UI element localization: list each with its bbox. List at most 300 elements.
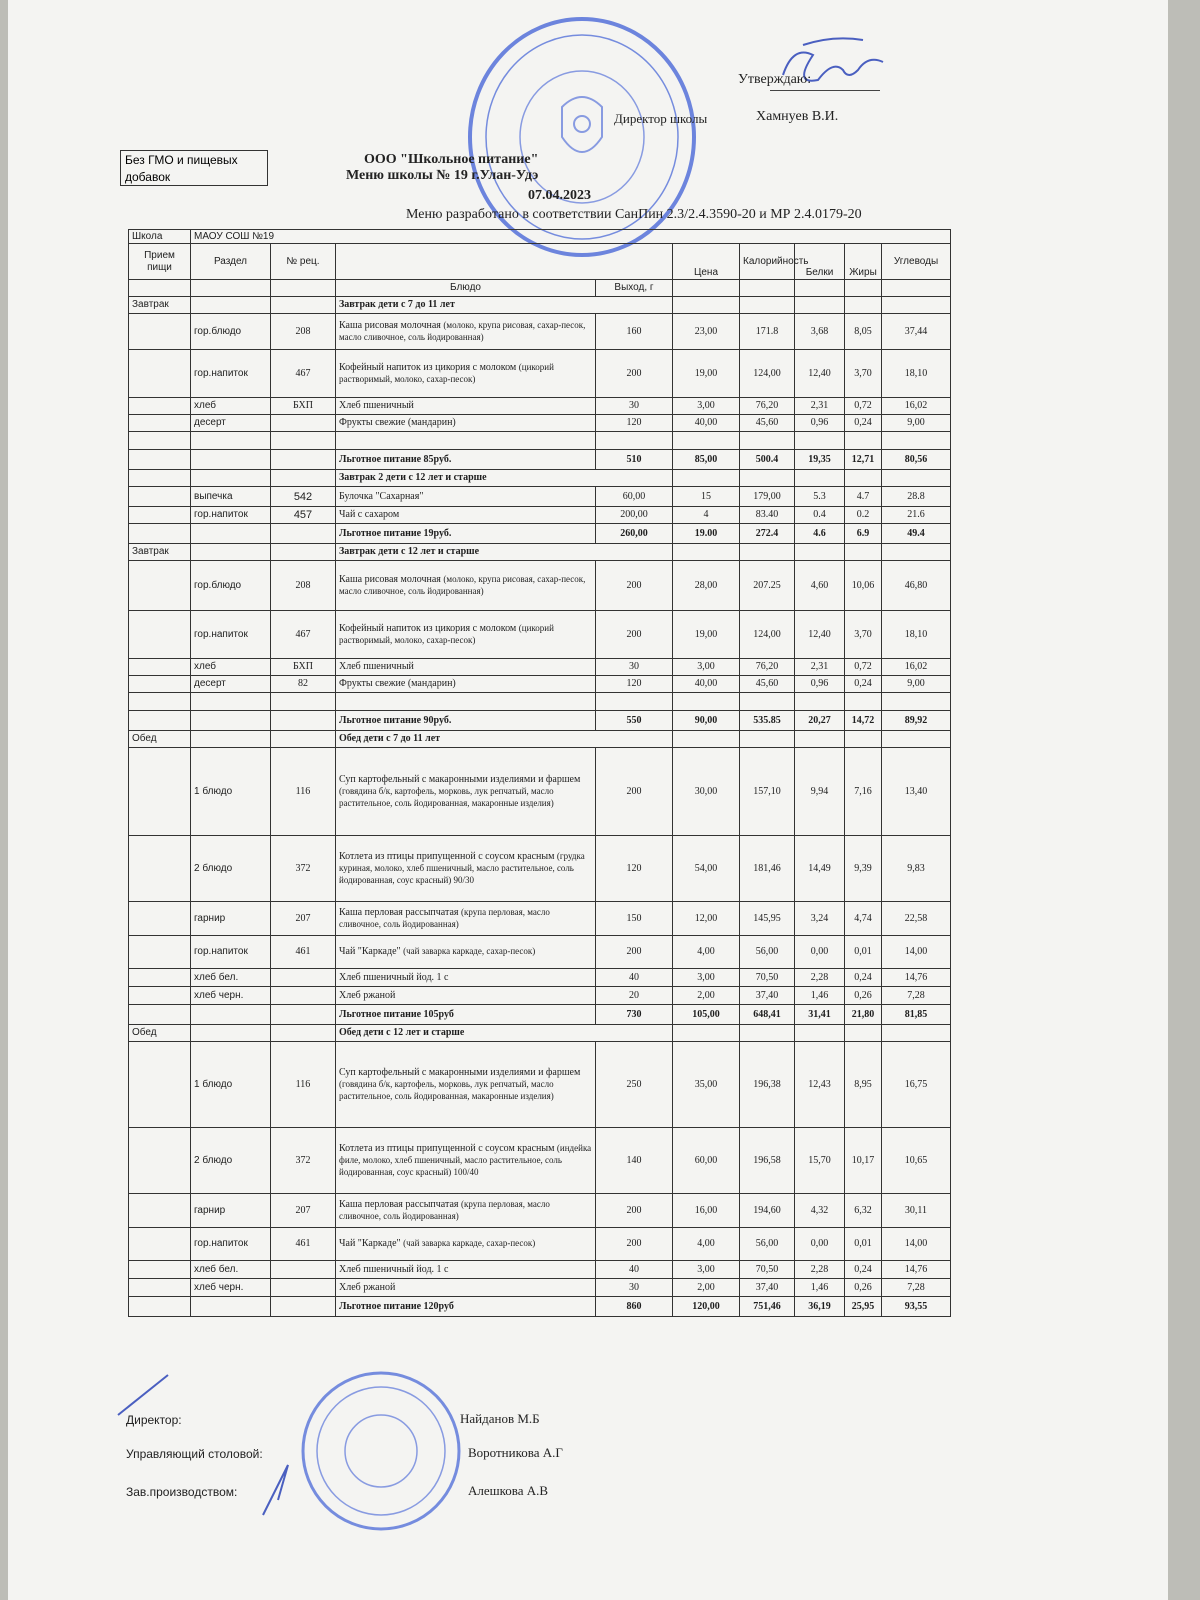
dish-cell [336,1128,596,1194]
dish-fat: 4.7 [845,487,882,507]
signature-name-canteen: Воротникова А.Г [468,1445,563,1460]
total-yield: 860 [596,1297,673,1317]
dish-yield: 60,00 [596,487,673,507]
section-cell: десерт [191,676,271,693]
dish-cell [336,1228,596,1261]
dish-row [129,659,951,676]
dish-row [129,748,951,836]
total-kcal: 500.4 [740,450,795,470]
dish-carbs: 16,02 [882,398,951,415]
header-carbs: Углеводы [882,244,951,280]
dish-kcal: 179,00 [740,487,795,507]
empty-cell [673,693,740,711]
dish-yield: 40 [596,969,673,987]
meal-cell [129,314,191,350]
dish-cell [336,350,596,398]
dish-fat: 0,72 [845,659,882,676]
dish-protein: 0,00 [795,936,845,969]
dish-name: Суп картофельный с макаронными изделиями и фаршем [339,1066,581,1078]
recipe-cell: 208 [271,314,336,350]
dish-cell [336,507,596,524]
dish-protein: 2,28 [795,969,845,987]
school-value: МАОУ СОШ №19 [191,230,951,244]
dish-price: 40,00 [673,676,740,693]
header-price: Цена [673,244,740,280]
meal-cell [129,1042,191,1128]
empty-cell [596,432,673,450]
total-row [129,711,951,731]
section-cell: гор.напиток [191,350,271,398]
dish-cell [336,611,596,659]
dish-fat: 6,32 [845,1194,882,1228]
section-row [129,544,951,561]
dish-name: Хлеб пшеничный йод. 1 с [339,1263,449,1275]
dish-fat: 0,01 [845,1228,882,1261]
dish-fat: 0,24 [845,1261,882,1279]
dish-yield: 30 [596,1279,673,1297]
total-carbs: 80,56 [882,450,951,470]
empty-cell [191,432,271,450]
total-kcal: 751,46 [740,1297,795,1317]
dish-kcal: 181,46 [740,836,795,902]
dish-kcal: 56,00 [740,936,795,969]
dish-fat: 0,24 [845,676,882,693]
dish-fat: 9,39 [845,836,882,902]
meal-cell [129,836,191,902]
dish-kcal: 70,50 [740,969,795,987]
recipe-cell [271,524,336,544]
dish-name: Кофейный напиток из цикория с молоком [339,361,517,373]
signature-name-director: Найданов М.Б [460,1411,540,1426]
dish-ingredients: (крупа перловая, масло сливочное, соль йодированная) [339,1198,550,1221]
section-cell [191,470,271,487]
dish-fat: 8,05 [845,314,882,350]
meal-cell [129,902,191,936]
empty-cell [845,693,882,711]
dish-fat: 0,24 [845,415,882,432]
dish-yield: 160 [596,314,673,350]
total-protein: 36,19 [795,1297,845,1317]
dish-name: Котлета из птицы припущенной с соусом красным [339,850,555,862]
total-row [129,450,951,470]
dish-carbs: 22,58 [882,902,951,936]
dish-yield: 120 [596,836,673,902]
recipe-cell [271,987,336,1005]
section-cell [191,524,271,544]
meal-name: Обед [129,1025,191,1042]
dish-row [129,836,951,902]
menu-sheet [8,0,1168,1600]
empty-cell [795,297,845,314]
dish-kcal: 171.8 [740,314,795,350]
empty-cell [740,731,795,748]
dish-row [129,1128,951,1194]
dish-carbs: 13,40 [882,748,951,836]
total-row [129,1005,951,1025]
dish-kcal: 45,60 [740,676,795,693]
empty-cell [740,1025,795,1042]
dish-cell [336,987,596,1005]
recipe-cell [271,1025,336,1042]
recipe-cell: 467 [271,350,336,398]
director-name: Хамнуев В.И. [756,109,839,124]
empty-cell [845,470,882,487]
dish-yield: 200 [596,611,673,659]
empty-cell [271,693,336,711]
dish-row [129,507,951,524]
recipe-cell: 461 [271,936,336,969]
section-cell: выпечка [191,487,271,507]
dish-kcal: 145,95 [740,902,795,936]
dish-fat: 3,70 [845,350,882,398]
total-protein: 31,41 [795,1005,845,1025]
dish-kcal: 56,00 [740,1228,795,1261]
empty-cell [336,432,596,450]
empty-cell [740,470,795,487]
dish-protein: 3,24 [795,902,845,936]
total-yield: 550 [596,711,673,731]
header-protein: Белки [795,244,845,280]
dish-price: 3,00 [673,1261,740,1279]
section-cell: хлеб [191,659,271,676]
total-protein: 19,35 [795,450,845,470]
dish-name: Каша рисовая молочная [339,319,441,331]
total-carbs: 89,92 [882,711,951,731]
empty-cell [882,470,951,487]
dish-row [129,1042,951,1128]
blank-row [129,432,951,450]
recipe-cell [271,1005,336,1025]
recipe-cell [271,1297,336,1317]
dish-kcal: 70,50 [740,1261,795,1279]
meal-cell [129,432,191,450]
dish-price: 4 [673,507,740,524]
header-row [129,244,951,280]
section-cell: 2 блюдо [191,836,271,902]
recipe-cell [271,1261,336,1279]
dish-price: 54,00 [673,836,740,902]
dish-carbs: 28.8 [882,487,951,507]
dish-kcal: 196,38 [740,1042,795,1128]
dish-price: 23,00 [673,314,740,350]
recipe-cell: 82 [271,676,336,693]
total-fat: 6.9 [845,524,882,544]
dish-carbs: 9,83 [882,836,951,902]
dish-name: Хлеб пшеничный [339,400,414,411]
section-cell: 1 блюдо [191,1042,271,1128]
total-kcal: 535.85 [740,711,795,731]
dish-carbs: 14,76 [882,969,951,987]
total-yield: 730 [596,1005,673,1025]
recipe-cell [271,1279,336,1297]
dish-price: 19,00 [673,611,740,659]
dish-price: 16,00 [673,1194,740,1228]
dish-protein: 12,43 [795,1042,845,1128]
recipe-cell: 457 [271,507,336,524]
empty-cell [795,693,845,711]
empty-cell [882,544,951,561]
section-cell [191,1025,271,1042]
signature-role-director: Директор: [126,1413,182,1427]
dish-carbs: 16,75 [882,1042,951,1128]
dish-name: Булочка "Сахарная" [339,490,424,502]
meal-name: Завтрак [129,297,191,314]
dish-row [129,969,951,987]
dish-carbs: 18,10 [882,611,951,659]
approval-signature-line [770,90,880,91]
total-price: 85,00 [673,450,740,470]
header-section: Раздел [191,244,271,280]
recipe-cell [271,969,336,987]
meal-cell [129,1297,191,1317]
dish-carbs: 10,65 [882,1128,951,1194]
section-row [129,297,951,314]
dish-protein: 3,68 [795,314,845,350]
dish-protein: 2,28 [795,1261,845,1279]
meal-cell [129,1279,191,1297]
header-recipe: № рец. [271,244,336,280]
dish-yield: 120 [596,676,673,693]
dish-protein: 2,31 [795,398,845,415]
recipe-cell: 467 [271,611,336,659]
dish-carbs: 30,11 [882,1194,951,1228]
section-cell: десерт [191,415,271,432]
dish-yield: 140 [596,1128,673,1194]
empty-cell [673,297,740,314]
meal-cell [129,693,191,711]
dish-kcal: 196,58 [740,1128,795,1194]
empty-cell [740,297,795,314]
total-title: Льготное питание 85руб. [336,450,596,470]
dish-name: Суп картофельный с макаронными изделиями и фаршем [339,773,581,785]
dish-cell [336,398,596,415]
total-fat: 21,80 [845,1005,882,1025]
total-row [129,524,951,544]
empty-cell [882,297,951,314]
dish-yield: 150 [596,902,673,936]
total-title: Льготное питание 90руб. [336,711,596,731]
header-fat: Жиры [845,244,882,280]
dish-kcal: 45,60 [740,415,795,432]
dish-carbs: 37,44 [882,314,951,350]
total-title: Льготное питание 120руб [336,1297,596,1317]
meal-name: Завтрак [129,544,191,561]
section-cell: гор.блюдо [191,561,271,611]
director-role: Директор школы [614,111,708,126]
dish-row [129,611,951,659]
empty-cell [845,297,882,314]
meal-cell [129,1128,191,1194]
section-row [129,1025,951,1042]
dish-carbs: 14,00 [882,1228,951,1261]
dish-cell [336,1194,596,1228]
dish-fat: 0.2 [845,507,882,524]
empty-cell [795,432,845,450]
dish-yield: 200 [596,1194,673,1228]
section-cell [191,1297,271,1317]
dish-fat: 3,70 [845,611,882,659]
total-yield: 510 [596,450,673,470]
section-row [129,731,951,748]
dish-cell [336,969,596,987]
empty-cell [673,544,740,561]
dish-name: Хлеб пшеничный [339,661,414,672]
dish-cell [336,748,596,836]
recipe-cell: БХП [271,659,336,676]
dish-protein: 14,49 [795,836,845,902]
dish-cell [336,902,596,936]
empty-cell [271,432,336,450]
meal-cell [129,524,191,544]
dish-cell [336,936,596,969]
empty-cell [740,432,795,450]
dish-price: 3,00 [673,659,740,676]
dish-protein: 1,46 [795,987,845,1005]
meal-cell [129,987,191,1005]
total-protein: 4.6 [795,524,845,544]
empty-cell [336,693,596,711]
dish-row [129,1194,951,1228]
section-cell: хлеб [191,398,271,415]
signature-role-production: Зав.производством: [126,1485,238,1499]
total-price: 90,00 [673,711,740,731]
meal-cell [129,1261,191,1279]
dish-cell [336,1042,596,1128]
dish-ingredients: (чай заварка каркаде, сахар-песок) [403,1238,536,1248]
dish-yield: 30 [596,398,673,415]
dish-yield: 200 [596,350,673,398]
recipe-cell [271,297,336,314]
section-cell: хлеб черн. [191,987,271,1005]
school-food-stamp-icon [296,1366,466,1536]
menu-date: 07.04.2023 [528,188,591,203]
dish-ingredients: (грудка куриная, молоко, хлеб пшеничный, масло растительное, соль йодированная, соус красный) 90/30 [339,850,585,885]
header-kcal: Калорийность [740,244,795,280]
section-cell: гарнир [191,902,271,936]
dish-price: 40,00 [673,415,740,432]
section-cell: гор.напиток [191,1228,271,1261]
dish-fat: 10,17 [845,1128,882,1194]
blank-row [129,693,951,711]
section-cell [191,1005,271,1025]
empty-cell [740,693,795,711]
total-carbs: 49.4 [882,524,951,544]
dish-yield: 200,00 [596,507,673,524]
dish-cell [336,415,596,432]
empty-cell [673,432,740,450]
dish-ingredients: (чай заварка каркаде, сахар-песок) [403,946,536,956]
dish-protein: 2,31 [795,659,845,676]
recipe-cell: 372 [271,1128,336,1194]
total-price: 19.00 [673,524,740,544]
dish-name: Чай "Каркаде" [339,946,401,957]
empty-cell [191,693,271,711]
section-title: Завтрак дети с 12 лет и старше [336,544,673,561]
meal-cell [129,507,191,524]
dish-price: 30,00 [673,748,740,836]
dish-name: Хлеб пшеничный йод. 1 с [339,971,449,983]
section-cell: 1 блюдо [191,748,271,836]
dish-row [129,1261,951,1279]
dish-name: Каша перловая рассыпчатая [339,906,459,918]
section-cell: гор.напиток [191,611,271,659]
dish-row [129,1228,951,1261]
dish-fat: 8,95 [845,1042,882,1128]
dish-price: 15 [673,487,740,507]
meal-cell [129,711,191,731]
dish-cell [336,561,596,611]
dish-kcal: 37,40 [740,987,795,1005]
sanpin-note: Меню разработано в соответствии СанПин 2.3/2.4.3590-20 и МР 2.4.0179-20 [406,207,862,222]
dish-name: Фрукты свежие (мандарин) [339,678,456,689]
recipe-cell: 542 [271,487,336,507]
meal-cell [129,450,191,470]
recipe-cell [271,470,336,487]
dish-price: 2,00 [673,1279,740,1297]
section-title: Завтрак дети с 7 до 11 лет [336,297,673,314]
meal-cell [129,1194,191,1228]
dish-protein: 4,32 [795,1194,845,1228]
dish-row [129,987,951,1005]
total-yield: 260,00 [596,524,673,544]
dish-price: 4,00 [673,936,740,969]
recipe-cell [271,731,336,748]
header-yield: Выход, г [596,280,673,297]
total-price: 120,00 [673,1297,740,1317]
dish-cell [336,1261,596,1279]
section-cell: 2 блюдо [191,1128,271,1194]
dish-kcal: 157,10 [740,748,795,836]
dish-row [129,1279,951,1297]
dish-name: Каша перловая рассыпчатая [339,1198,459,1210]
empty-cell [795,1025,845,1042]
total-kcal: 272.4 [740,524,795,544]
recipe-cell: 116 [271,1042,336,1128]
section-cell: гарнир [191,1194,271,1228]
recipe-cell: 116 [271,748,336,836]
dish-price: 60,00 [673,1128,740,1194]
dish-protein: 12,40 [795,350,845,398]
dish-kcal: 37,40 [740,1279,795,1297]
org-name: ООО "Школьное питание" [364,152,539,167]
recipe-cell [271,544,336,561]
section-title: Обед дети с 7 до 11 лет [336,731,673,748]
empty-cell [882,693,951,711]
meal-cell [129,936,191,969]
recipe-cell: 207 [271,1194,336,1228]
meal-cell [129,969,191,987]
section-cell [191,297,271,314]
dish-row [129,350,951,398]
school-label: Школа [129,230,191,244]
dish-carbs: 21.6 [882,507,951,524]
total-fat: 12,71 [845,450,882,470]
dish-price: 3,00 [673,969,740,987]
dish-protein: 0,00 [795,1228,845,1261]
dish-carbs: 46,80 [882,561,951,611]
total-title: Льготное питание 105руб [336,1005,596,1025]
empty-cell [845,1025,882,1042]
dish-protein: 4,60 [795,561,845,611]
total-title: Льготное питание 19руб. [336,524,596,544]
dish-fat: 0,72 [845,398,882,415]
menu-title: Меню школы № 19 г.Улан-Удэ [346,168,539,183]
meal-name [129,470,191,487]
dish-fat: 0,24 [845,969,882,987]
dish-price: 19,00 [673,350,740,398]
dish-protein: 9,94 [795,748,845,836]
dish-carbs: 9,00 [882,415,951,432]
